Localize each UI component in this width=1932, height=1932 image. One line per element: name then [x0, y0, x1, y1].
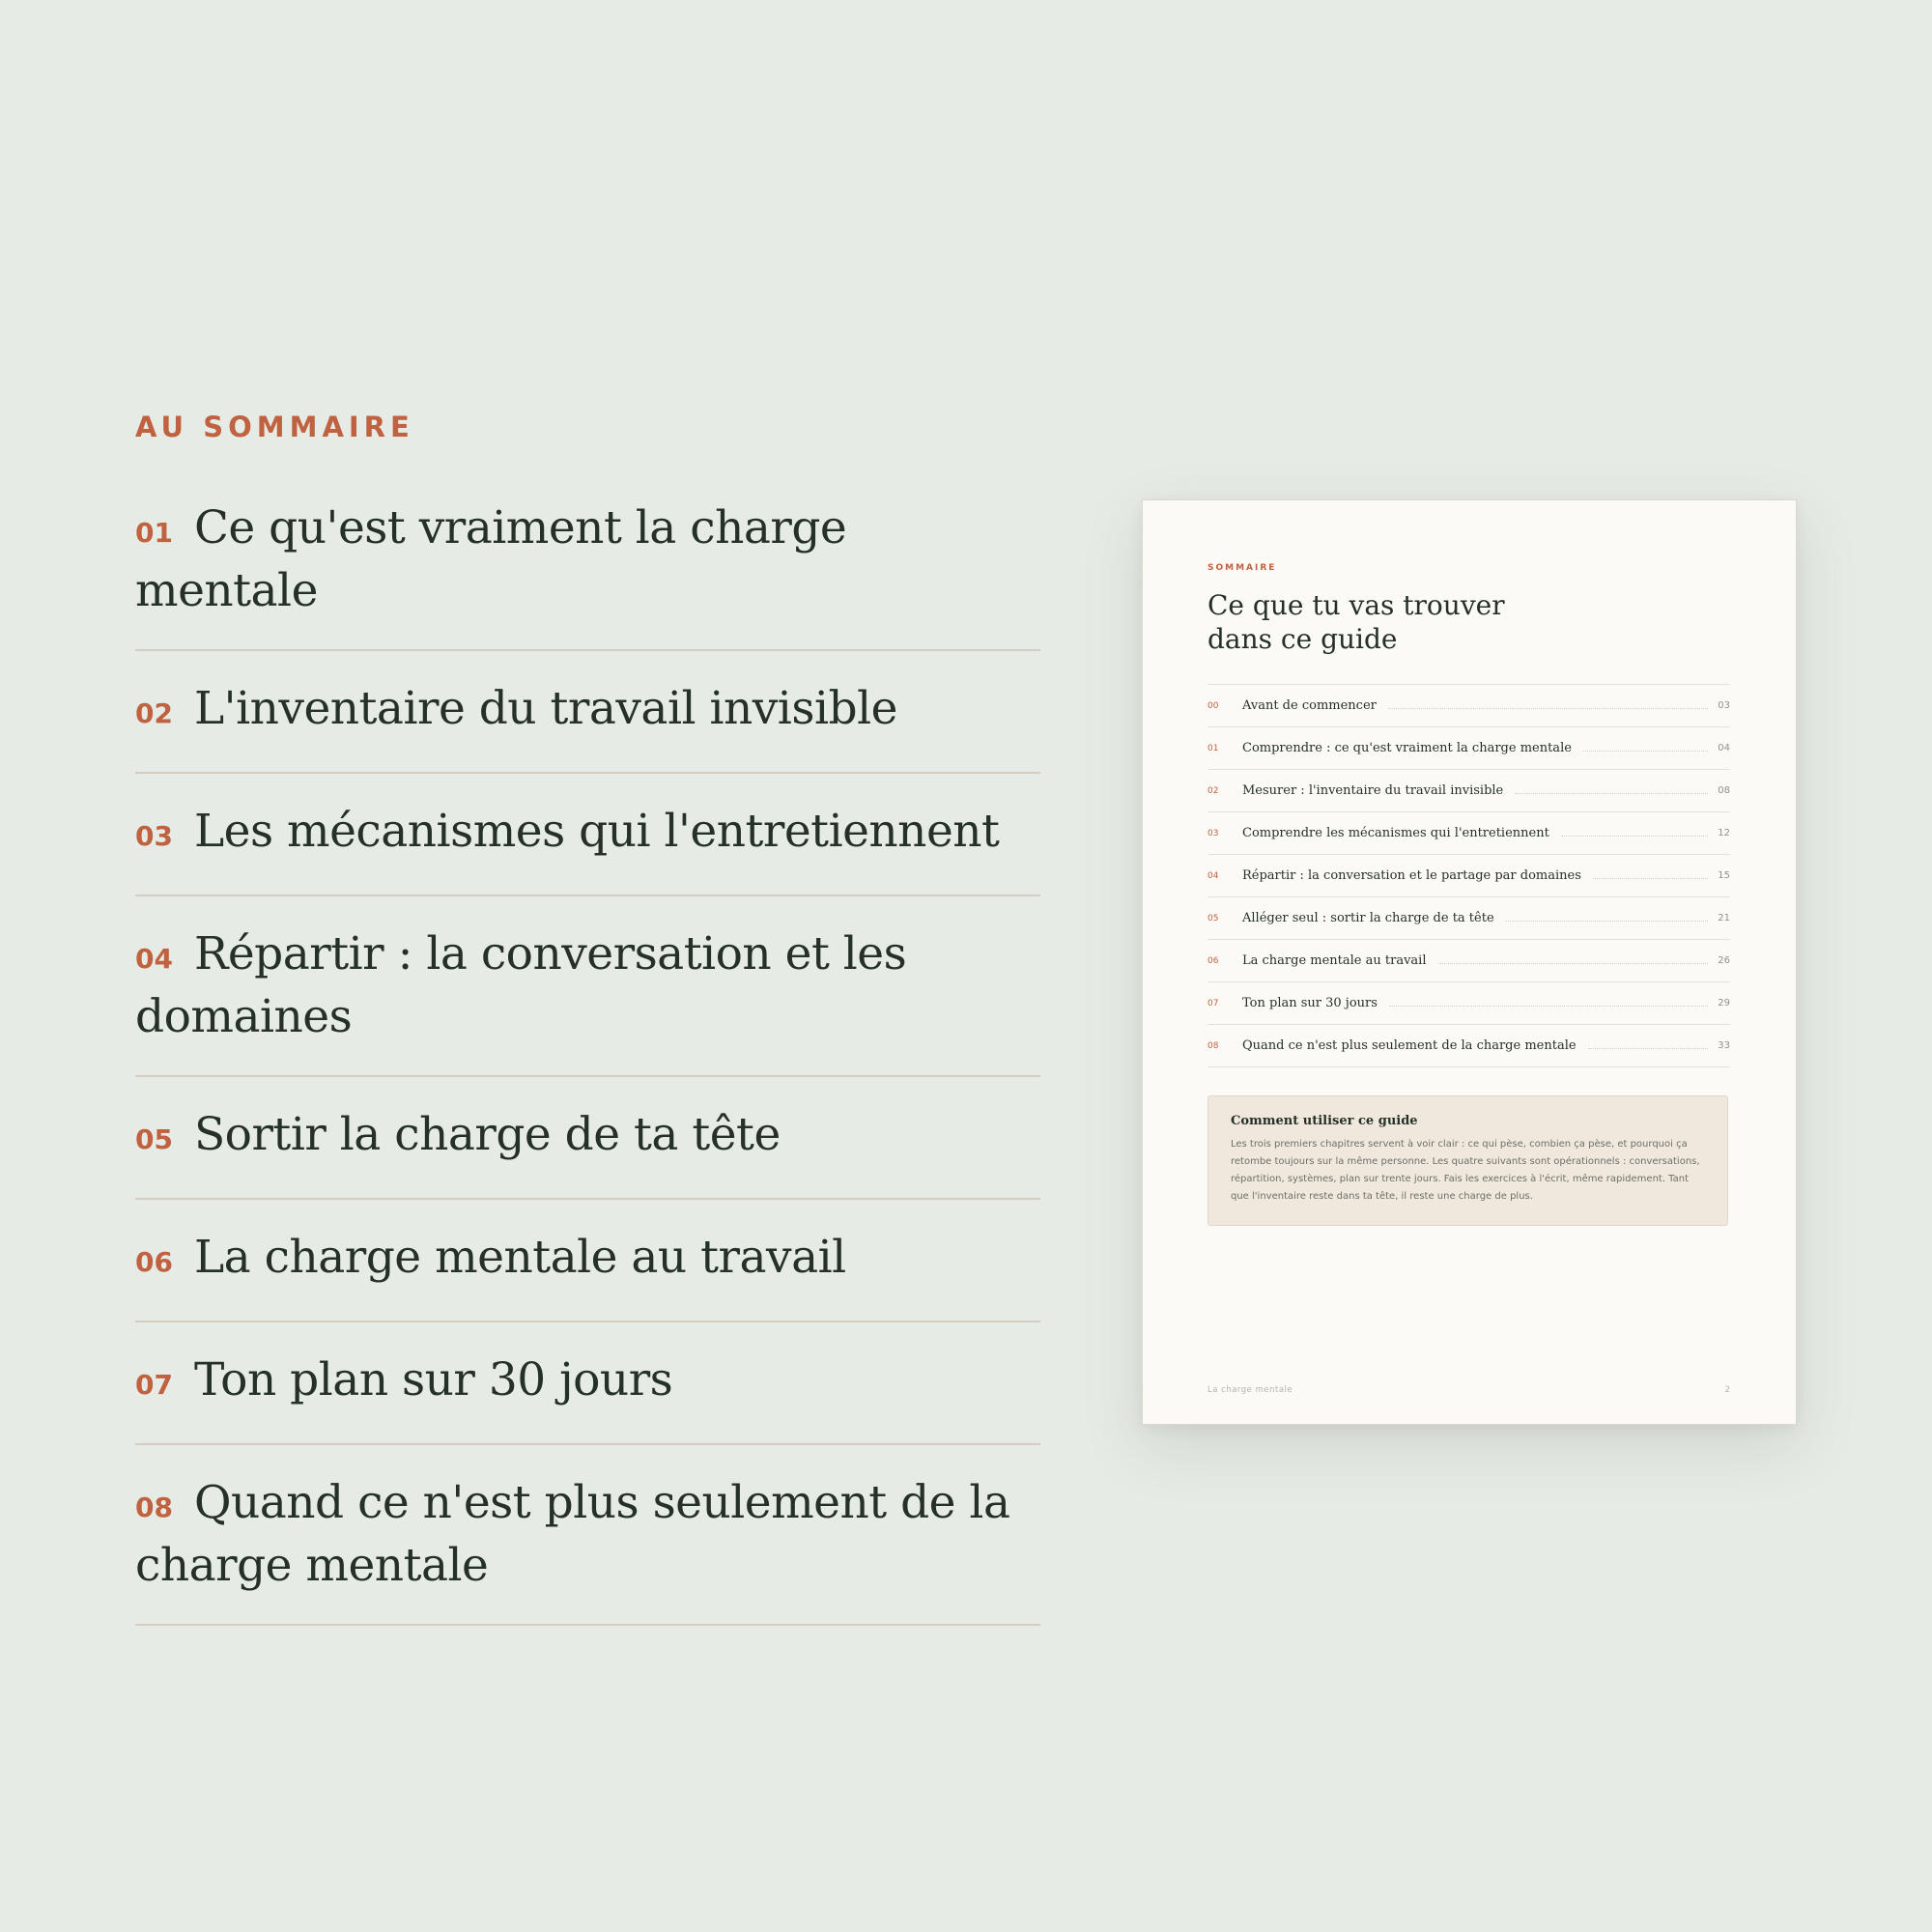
dot-leader	[1561, 836, 1708, 837]
chapter-item	[135, 925, 1040, 1077]
mini-toc-title: La charge mentale au travail	[1242, 953, 1427, 968]
mini-toc-row	[1208, 685, 1730, 727]
chapter-title: Les mécanismes qui l'entretiennent	[193, 805, 1000, 858]
chapter-title: Sortir la charge de ta tête	[193, 1108, 781, 1161]
mini-toc-page: 04	[1718, 743, 1730, 753]
mini-toc-page: 26	[1718, 955, 1730, 966]
mini-toc-page: 29	[1718, 998, 1730, 1009]
dot-leader	[1438, 963, 1709, 964]
chapter-title: Ce qu'est vraiment la charge mentale	[135, 501, 847, 617]
mini-toc-page: 15	[1718, 870, 1730, 881]
chapter-number: 07	[135, 1369, 173, 1401]
section-eyebrow: AU SOMMAIRE	[135, 411, 414, 443]
usage-note	[1208, 1095, 1728, 1226]
chapter-item	[135, 499, 1040, 651]
mini-toc-title: Mesurer : l'inventaire du travail invisible	[1242, 783, 1504, 798]
mini-toc-row	[1208, 770, 1730, 812]
chapter-number: 05	[135, 1123, 173, 1155]
mini-toc-list	[1208, 684, 1730, 1067]
mini-toc-row	[1208, 812, 1730, 855]
mini-toc-number: 08	[1208, 1040, 1219, 1051]
mini-toc-page: 21	[1718, 913, 1730, 923]
chapter-number: 03	[135, 820, 173, 852]
mini-toc-page: 12	[1718, 828, 1730, 838]
page-number: 2	[1724, 1385, 1730, 1395]
dot-leader	[1388, 708, 1708, 709]
chapter-item	[135, 1474, 1040, 1626]
chapter-number: 01	[135, 517, 173, 549]
usage-note-title: Comment utiliser ce guide	[1231, 1114, 1418, 1128]
mini-toc-row	[1208, 940, 1730, 982]
mini-toc-row	[1208, 982, 1730, 1025]
chapter-item	[135, 680, 1040, 774]
chapter-title: Ton plan sur 30 jours	[193, 1353, 673, 1406]
chapter-item	[135, 1351, 1040, 1445]
dot-leader	[1588, 1048, 1709, 1049]
mini-toc-row	[1208, 1025, 1730, 1067]
mini-toc-title: Ton plan sur 30 jours	[1242, 996, 1378, 1010]
chapter-title: Quand ce n'est plus seulement de la charge mentale	[135, 1476, 1010, 1592]
mini-toc-number: 01	[1208, 743, 1219, 753]
chapter-number: 06	[135, 1246, 173, 1278]
chapter-item	[135, 1229, 1040, 1322]
page-content	[1208, 500, 1730, 1424]
chapter-number: 02	[135, 697, 173, 729]
chapter-title: Répartir : la conversation et les domaines	[135, 927, 907, 1043]
mini-toc-title: Comprendre : ce qu'est vraiment la charge mentale	[1242, 741, 1572, 755]
page-preview	[1142, 499, 1797, 1425]
usage-note-body: Les trois premiers chapitres servent à voir clair : ce qui pèse, combien ça pèse, et pourquoi ça retombe toujours sur la même personne. Les quatre suivants sont opérationnels : conversations, répartition, systèmes, plan sur trente jours. Fais les exercices à l'écrit, même rapidement. Tant que l'inventaire reste dans ta tête, il reste une charge de plus.	[1231, 1139, 1700, 1202]
page-title: Ce que tu vas trouver dans ce guide	[1208, 589, 1505, 655]
mini-toc-page: 33	[1718, 1040, 1730, 1051]
mini-toc-number: 02	[1208, 785, 1219, 796]
chapter-title: L'inventaire du travail invisible	[193, 682, 897, 735]
mini-toc-title: Quand ce n'est plus seulement de la charge mentale	[1242, 1038, 1577, 1053]
chapter-item	[135, 1106, 1040, 1200]
dot-leader	[1389, 1006, 1708, 1007]
mini-toc-row	[1208, 727, 1730, 770]
mini-toc-number: 07	[1208, 998, 1219, 1009]
mini-toc-number: 00	[1208, 700, 1219, 711]
mini-toc-title: Répartir : la conversation et le partage par domaines	[1242, 868, 1581, 883]
dot-leader	[1593, 878, 1708, 879]
mini-toc-title: Alléger seul : sortir la charge de ta tête	[1242, 911, 1494, 925]
mini-toc-number: 06	[1208, 955, 1219, 966]
mini-toc-page: 03	[1718, 700, 1730, 711]
mini-toc-title: Comprendre les mécanismes qui l'entretiennent	[1242, 826, 1549, 840]
dot-leader	[1515, 793, 1708, 794]
dot-leader	[1506, 921, 1709, 922]
mini-toc-row	[1208, 897, 1730, 940]
mini-toc-number: 04	[1208, 870, 1219, 881]
page-footer-title: La charge mentale	[1208, 1385, 1293, 1395]
mini-toc-row	[1208, 855, 1730, 897]
mini-toc-page: 08	[1718, 785, 1730, 796]
chapter-number: 08	[135, 1492, 173, 1523]
mini-toc-title: Avant de commencer	[1242, 698, 1377, 713]
toc-section	[135, 411, 1040, 1655]
chapter-list	[135, 499, 1040, 1626]
mini-toc-number: 03	[1208, 828, 1219, 838]
mini-toc-number: 05	[1208, 913, 1219, 923]
chapter-number: 04	[135, 943, 173, 975]
page-eyebrow: SOMMAIRE	[1208, 563, 1277, 573]
chapter-title: La charge mentale au travail	[193, 1231, 846, 1284]
dot-leader	[1583, 751, 1708, 752]
chapter-item	[135, 803, 1040, 896]
